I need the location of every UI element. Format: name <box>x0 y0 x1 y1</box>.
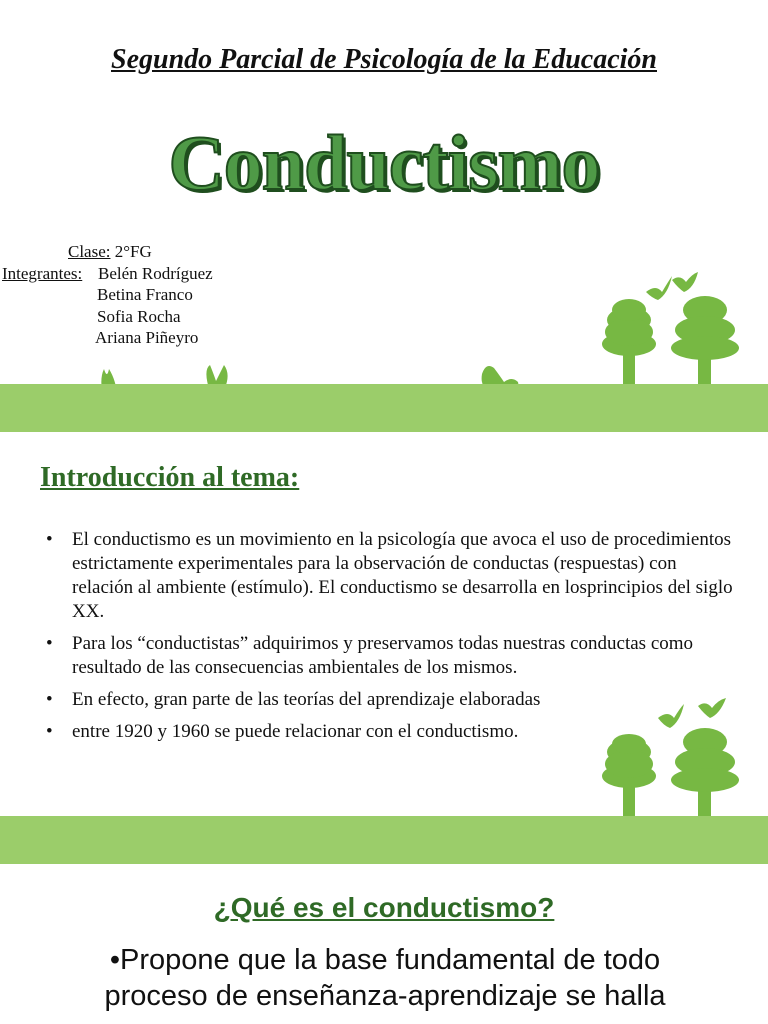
definition-text: •Propone que la base fundamental de todo proceso de enseñanza-aprendizaje se halla <box>104 944 666 1012</box>
class-label: Clase: <box>68 242 111 261</box>
member-name: Sofia Rocha <box>97 307 181 326</box>
list-item: • El conductismo es un movimiento en la psicología que avoca el uso de procedimientos estrictamente experimentales para la observación de conductas (respuestas) con relación al ambiente (estímulo). El conductismo se desarrolla en losprincipios del siglo XX. <box>46 528 736 624</box>
bird-icon <box>642 272 702 312</box>
bird-icon <box>654 698 730 738</box>
section-title: ¿Qué es el conductismo? <box>213 892 555 923</box>
grass-ground <box>0 816 768 864</box>
main-title: Conductismo <box>168 119 600 206</box>
list-item: • entre 1920 y 1960 se puede relacionar con el conductismo. <box>46 720 736 744</box>
class-value: 2°FG <box>114 242 152 261</box>
member-name: Ariana Piñeyro <box>95 328 199 347</box>
section-title: Introducción al tema: <box>40 462 300 493</box>
members-label: Integrantes: <box>2 264 83 283</box>
list-item: • Para los “conductistas” adquirimos y preservamos todas nuestras conductas como resultado de las consecuencias ambientales de los mismos. <box>46 632 736 680</box>
members-line <box>2 263 82 285</box>
grass-ground <box>0 384 768 432</box>
member-name: Belén Rodríguez <box>98 264 213 283</box>
document-header-title: Segundo Parcial de Psicología de la Educación <box>111 44 657 75</box>
class-line <box>68 241 152 263</box>
list-item: • En efecto, gran parte de las teorías del aprendizaje elaboradas <box>46 688 736 712</box>
member-name: Betina Franco <box>97 285 193 304</box>
